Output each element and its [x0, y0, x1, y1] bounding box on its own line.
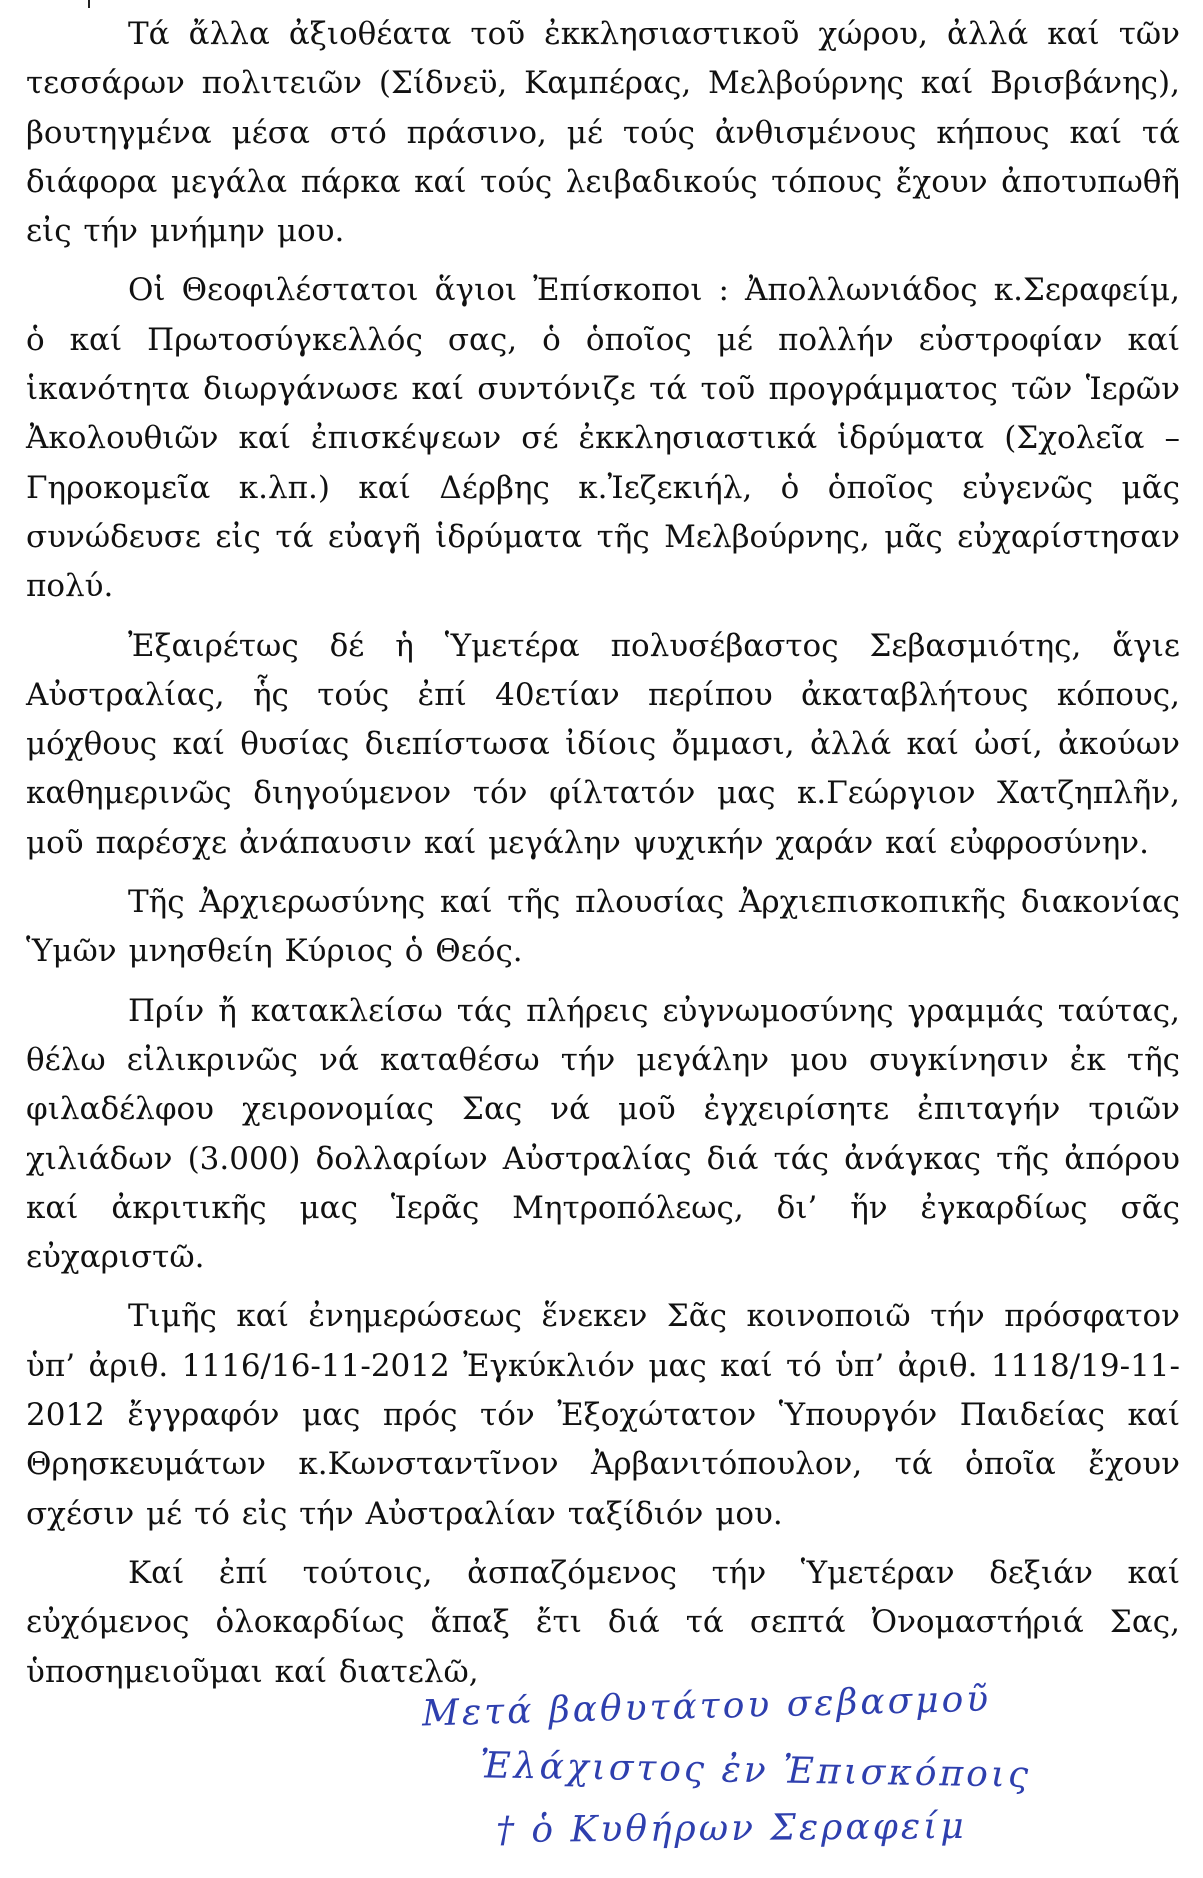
handwritten-signature	[420, 1678, 1120, 1876]
paragraph-sights: Τά ἄλλα ἀξιοθέατα τοῦ ἐκκλησιαστικοῦ χώρου, ἀλλά καί τῶν τεσσάρων πολιτειῶν (Σίδνεϋ, Καμπέρας, Μελβούρνης καί Βρισβάνης), βουτηγμένα μέσα στό πράσινο, μέ τούς ἀνθισμένους κήπους καί τά διάφορα μεγάλα πάρκα καί τούς λειβαδικούς τόπους ἔχουν ἀποτυπωθῆ εἰς τήν μνήμην μου.	[26, 16, 1180, 250]
signature-line-respect: Μετά βαθυτάτου σεβασμοῦ	[421, 1678, 992, 1735]
page-edge-mark	[88, 0, 90, 8]
paragraph-bishops: Οἱ Θεοφιλέστατοι ἅγιοι Ἐπίσκοποι : Ἀπολλωνιάδος κ.Σεραφείμ, ὁ καί Πρωτοσύγκελλός σας, ὁ ὁποῖος μέ πολλήν εὐστροφίαν καί ἱκανότητα διωργάνωσε καί συντόνιζε τά τοῦ προγράμματος τῶν Ἱερῶν Ἀκολουθιῶν καί ἐπισκέψεων σέ ἐκκλησιαστικά ἱδρύματα (Σχολεῖα – Γηροκομεῖα κ.λπ.) καί Δέρβης κ.Ἰεζεκιήλ, ὁ ὁποῖος εὐγενῶς μᾶς συνώδευσε εἰς τά εὐαγῆ ἱδρύματα τῆς Μελβούρνης, μᾶς εὐχαρίστησαν πολύ.	[26, 272, 1180, 605]
signature-line-title: Ἐλάχιστος ἐν Ἐπισκόποις	[479, 1745, 1032, 1796]
signature-line-name: † ὁ Κυθήρων Σεραφείμ	[495, 1805, 967, 1852]
letter-body	[26, 10, 1180, 1707]
paragraph-donation: Πρίν ἤ κατακλείσω τάς πλήρεις εὐγνωμοσύνης γραμμάς ταύτας, θέλω εἰλικρινῶς νά καταθέσω τήν μεγάλην μου συγκίνησιν ἐκ τῆς φιλαδέλφου χειρονομίας Σας νά μοῦ ἐγχειρίσητε ἐπιταγήν τριῶν χιλιάδων (3.000) δολλαρίων Αὐστραλίας διά τάς ἀνάγκας τῆς ἀπόρου καί ἀκριτικῆς μας Ἱερᾶς Μητροπόλεως, δι’ ἥν ἐγκαρδίως σᾶς εὐχαριστῶ.	[26, 992, 1180, 1276]
paragraph-blessing: Τῆς Ἀρχιερωσύνης καί τῆς πλουσίας Ἀρχιεπισκοπικῆς διακονίας Ὑμῶν μνησθείη Κύριος ὁ Θεός.	[26, 884, 1180, 970]
paragraph-eminence: Ἐξαιρέτως δέ ἡ Ὑμετέρα πολυσέβαστος Σεβασμιότης, ἅγιε Αὐστραλίας, ἧς τούς ἐπί 40ετίαν περίπου ἀκαταβλήτους κόπους, μόχθους καί θυσίας διεπίστωσα ἰδίοις ὄμμασι, ἀλλά καί ὠσί, ἀκούων καθημερινῶς διηγούμενον τόν φίλτατόν μας κ.Γεώργιον Χατζηπλῆν, μοῦ παρέσχε ἀνάπαυσιν καί μεγάλην ψυχικήν χαράν καί εὐφροσύνην.	[26, 627, 1180, 861]
paragraph-circular: Τιμῆς καί ἐνημερώσεως ἕνεκεν Σᾶς κοινοποιῶ τήν πρόσφατον ὑπ’ ἀριθ. 1116/16-11-2012 Ἐγκύκλιόν μας καί τό ὑπ’ ἀριθ. 1118/19-11-2012 ἔγγραφόν μας πρός τόν Ἐξοχώτατον Ὑπουργόν Παιδείας καί Θρησκευμάτων κ.Κωνσταντῖνον Ἀρβανιτόπουλον, τά ὁποῖα ἔχουν σχέσιν μέ τό εἰς τήν Αὐστραλίαν ταξίδιόν μου.	[26, 1298, 1180, 1532]
paragraph-closing: Καί ἐπί τούτοις, ἀσπαζόμενος τήν Ὑμετέραν δεξιάν καί εὐχόμενος ὁλοκαρδίως ἅπαξ ἔτι διά τά σεπτά Ὀνομαστήριά Σας, ὑποσημειοῦμαι καί διατελῶ,	[26, 1554, 1180, 1690]
